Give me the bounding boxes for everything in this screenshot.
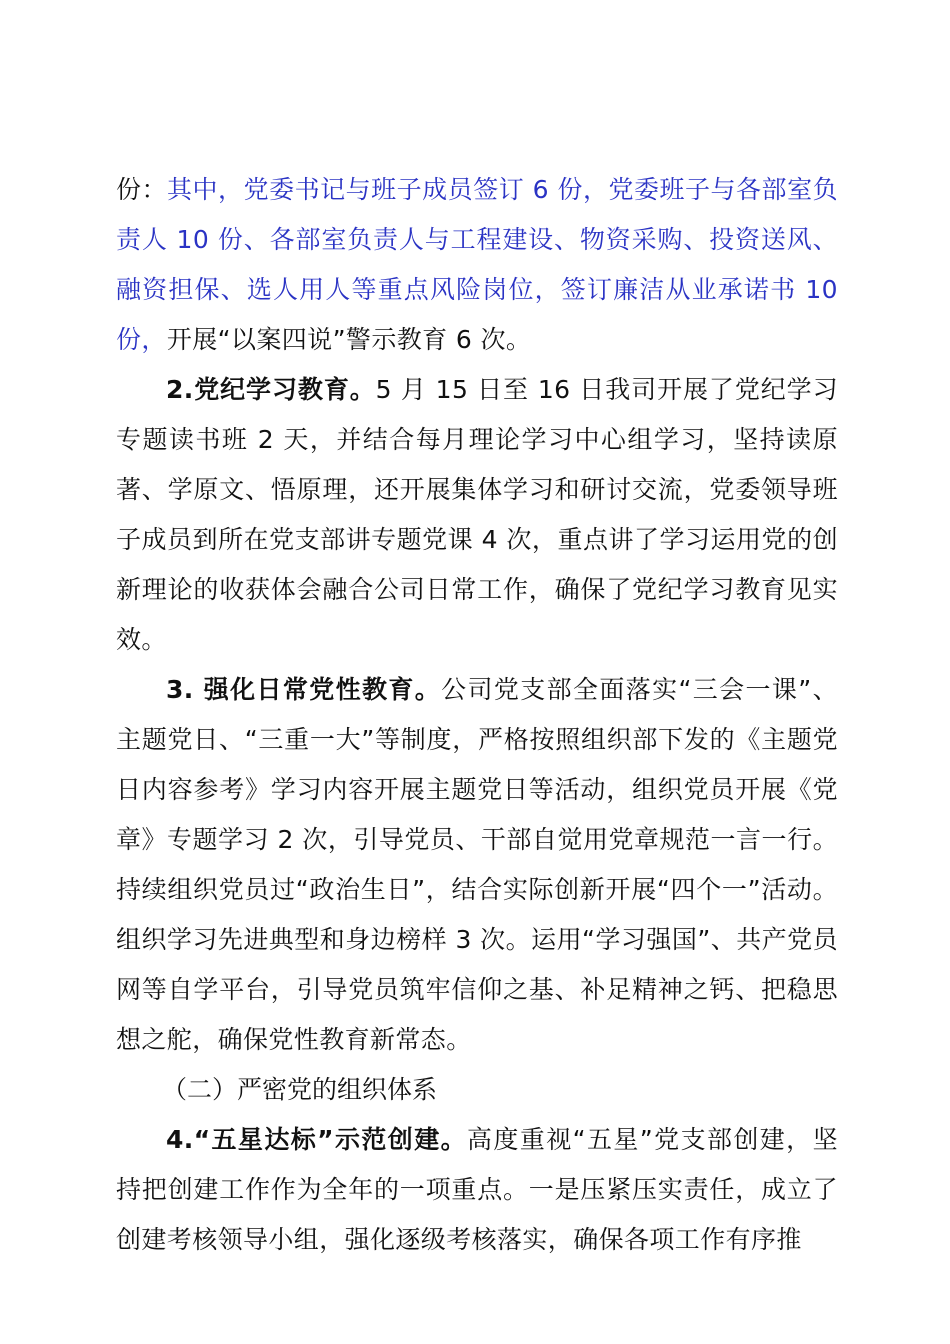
paragraph-lead: 份：	[116, 175, 168, 204]
paragraph-commitments	[116, 165, 838, 365]
item-title: 2.党纪学习教育。	[166, 375, 376, 404]
item-title: 4.“五星达标”示范创建。	[166, 1125, 468, 1154]
paragraph-tail: 开展“以案四说”警示教育 6 次。	[166, 325, 532, 354]
item-body: 公司党支部全面落实“三会一课”、主题党日、“三重一大”等制度，严格按照组织部下发的《主题党日内容参考》学习内容开展主题党日等活动，组织党员开展《党章》专题学习 2 次，引导党员、干部自觉用党章规范一言一行。持续组织党员过“政治生日”，结合实际创新开展“四个一”活动。组织学习先进典型和身边榜样 3 次。运用“学习强国”、共产党员网等自学平台，引导党员筑牢信仰之基、补足精神之钙、把稳思想之舵，确保党性教育新常态。	[116, 675, 838, 1054]
item-body: 5 月 15 日至 16 日我司开展了党纪学习专题读书班 2 天，并结合每月理论学习中心组学习，坚持读原著、学原文、悟原理，还开展集体学习和研讨交流，党委领导班子成员到所在党支部讲专题党课 4 次，重点讲了学习运用党的创新理论的收获体会融合公司日常工作，确保了党纪学习教育见实效。	[116, 375, 838, 654]
paragraph-five-star	[116, 1115, 838, 1265]
paragraph-party-discipline	[116, 365, 838, 665]
item-title: 3. 强化日常党性教育。	[166, 675, 442, 704]
paragraph-party-education	[116, 665, 838, 1065]
section-heading: （二）严密党的组织体系	[162, 1075, 438, 1104]
highlighted-text: 其中，党委书记与班子成员签订 6 份，党委班子与各部室负责人 10 份、各部室负责人与工程建设、物资采购、投资送风、融资担保、选人用人等重点风险岗位，签订廉洁从业承诺书 10 份，	[116, 175, 838, 354]
item-body: 高度重视“五星”党支部创建，坚持把创建工作作为全年的一项重点。一是压紧压实责任，成立了创建考核领导小组，强化逐级考核落实，确保各项工作有序推	[116, 1125, 838, 1254]
